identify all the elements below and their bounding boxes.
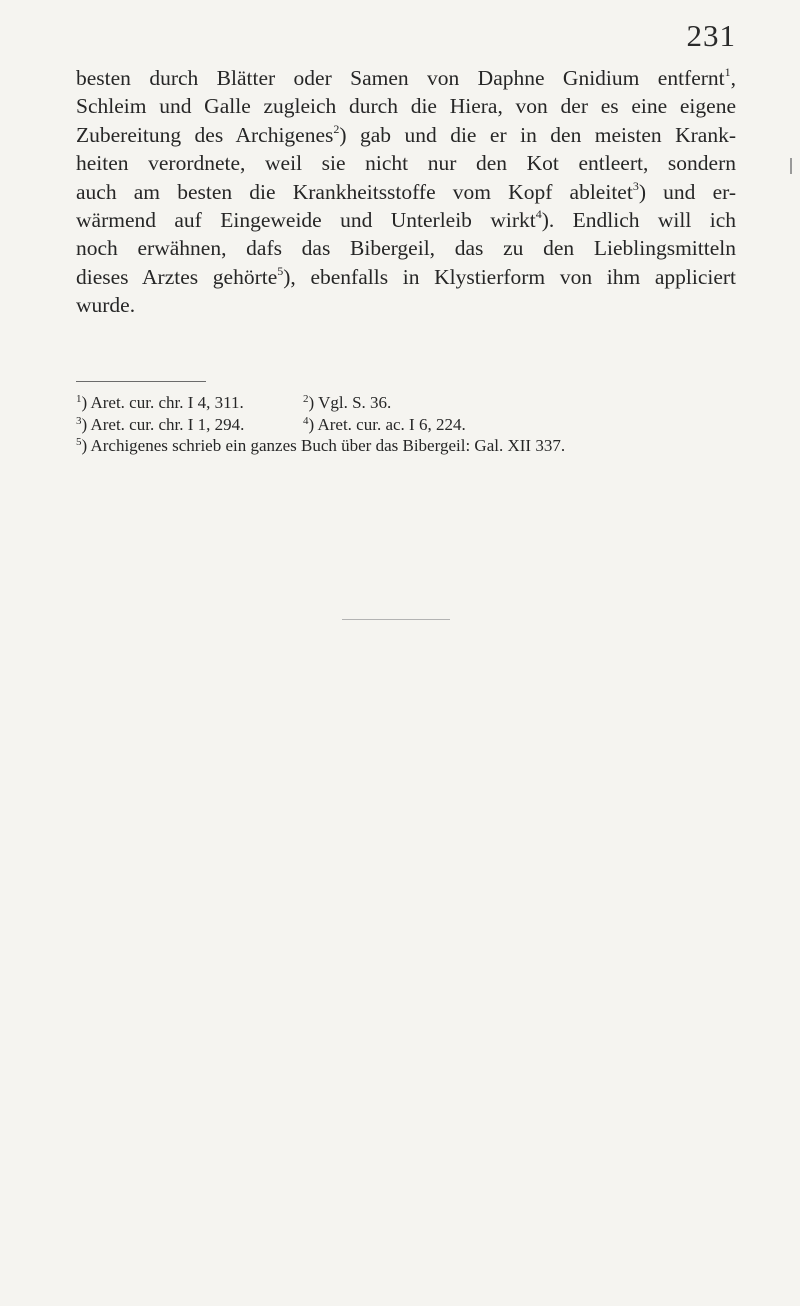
footnote-ref-1: 1	[724, 65, 731, 79]
text-line-5-tail: ) und er-	[638, 179, 737, 204]
text-line-6	[76, 206, 736, 234]
footnote-1-text: ) Aret. cur. chr. I 4, 311.	[81, 393, 244, 412]
text-line-7: noch erwähnen, dafs das Bibergeil, das zu den Lieblingsmitteln	[76, 236, 736, 261]
footnote-3-mark: 3	[76, 414, 82, 427]
section-end-rule	[342, 619, 450, 620]
text-line-1	[76, 64, 736, 92]
footnote-divider	[76, 381, 206, 382]
text-line-6-text: wärmend auf Eingeweide und Unterleib wirkt	[76, 208, 536, 233]
text-line-1-tail: ,	[730, 66, 736, 90]
footnote-2-mark: 2	[303, 393, 309, 405]
margin-mark	[790, 158, 792, 174]
body-paragraph	[76, 64, 736, 320]
text-line-9: wurde.	[76, 293, 136, 318]
footnote-3	[76, 414, 303, 436]
footnote-2-text: ) Vgl. S. 36.	[308, 393, 392, 412]
footnote-ref-5: 5	[277, 263, 284, 278]
footnote-ref-4: 4	[535, 207, 542, 222]
footnote-row-3	[76, 435, 756, 457]
text-line-8-text: dieses Arztes gehörte	[76, 264, 278, 289]
text-line-5-text: auch am besten die Krankheitsstoffe vom Kopf ableitet	[76, 179, 633, 204]
text-line-8	[76, 263, 736, 291]
footnote-row-1	[76, 392, 756, 414]
footnote-3-text: ) Aret. cur. chr. I 1, 294.	[81, 414, 245, 434]
text-line-8-tail: ), ebenfalls in Klystierform von ihm appliciert	[283, 264, 737, 289]
footnote-4-mark: 4	[303, 414, 309, 427]
footnote-4-text: ) Aret. cur. ac. I 6, 224.	[308, 414, 466, 434]
text-line-3	[76, 121, 736, 149]
footnote-ref-3: 3	[632, 178, 639, 193]
text-line-3-tail: ) gab und die er in den meisten Krank-	[339, 122, 736, 147]
page-number: 231	[686, 18, 736, 53]
footnote-row-2	[76, 414, 756, 436]
text-line-6-tail: ). Endlich will ich	[541, 208, 736, 233]
footnote-1-mark: 1	[76, 393, 82, 405]
footnote-5	[76, 435, 565, 457]
footnotes	[76, 392, 756, 457]
footnote-ref-2: 2	[333, 121, 340, 136]
text-line-1-text: besten durch Blätter oder Samen von Daphne Gnidium entfernt	[76, 66, 725, 90]
footnote-2	[303, 392, 530, 414]
footnote-1	[76, 392, 303, 414]
footnote-5-text: ) Archigenes schrieb ein ganzes Buch über das Bibergeil: Gal. XII 337.	[81, 436, 566, 455]
footnote-5-mark: 5	[76, 436, 82, 448]
text-line-5	[76, 178, 736, 206]
footnote-4	[303, 414, 530, 436]
text-line-4: heiten verordnete, weil sie nicht nur den Kot entleert, sondern	[76, 151, 736, 176]
text-line-3-text: Zubereitung des Archigenes	[76, 122, 334, 147]
text-line-2: Schleim und Galle zugleich durch die Hiera, von der es eine eigene	[76, 94, 736, 119]
